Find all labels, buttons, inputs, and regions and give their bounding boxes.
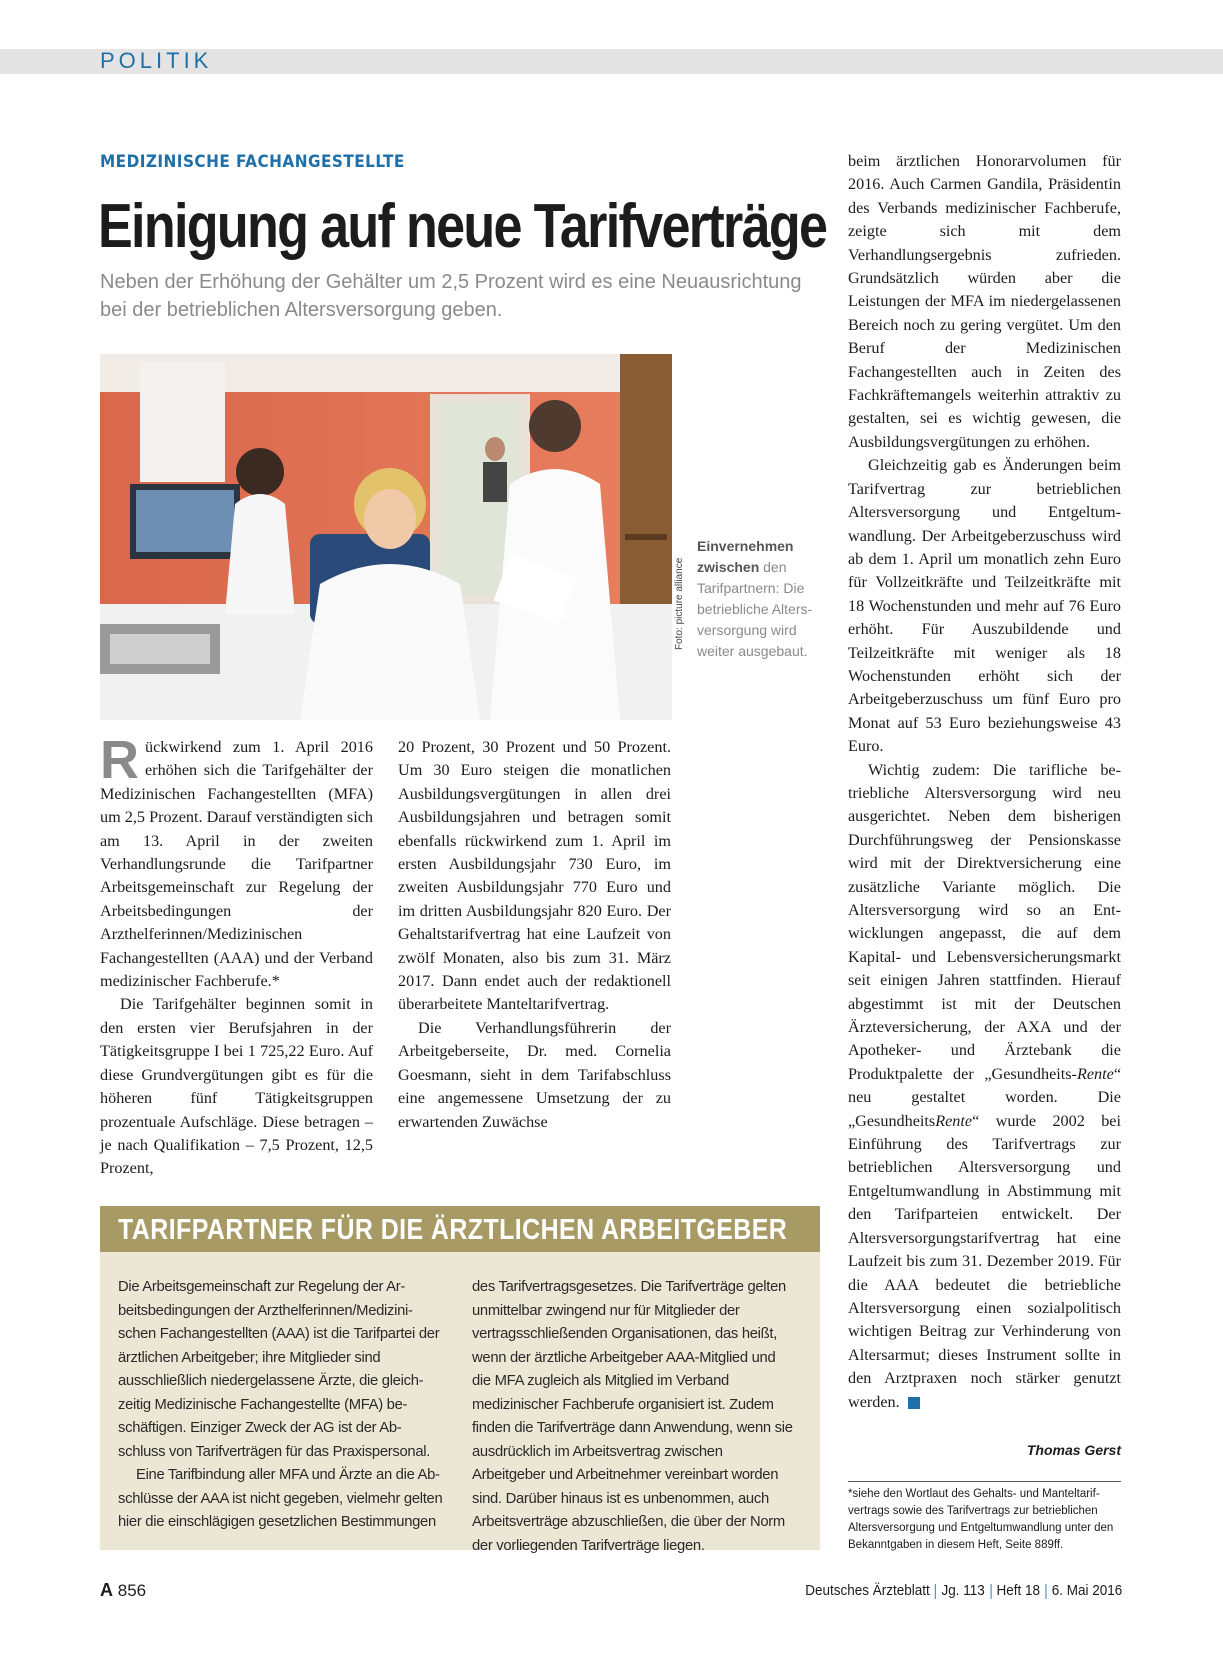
author: Thomas Gerst [1026,1442,1121,1458]
page-number [100,1580,146,1601]
end-mark [908,1397,920,1409]
paragraph: Gleichzeitig gab es Änderungen beim Tarifvertrag zur betrieblichen Altersversorgung und Entgeltumwandlung. Der Arbeitgeberzuschuss wird ab dem 1. April um monatlich zehn Euro für Vollzeitkräfte und Teilzeitkräfte mit 18 Wochenstunden und mehr auf 76 Euro erhöht. Für Auszubildende und Teilzeitkräfte mit weniger als 18 Wochenstunden erhöht sich der Arbeitgeberzuschuss um fünf Euro pro Monat auf 53 Euro beziehungsweise 43 Euro. [848,456,1121,756]
infobox-header [100,1206,820,1252]
paragraph: des Tarifvertragsgesetzes. Die Tarifverträge gelten unmittelbar zwingend nur für Mitglieder der vertragsschließenden Organisationen, das heißt, wenn der ärztliche Arbeitgeber AAA-Mitglied und die MFA zugleich als Mitglied im Verband medizinischer Fachberufe organisiert ist. Zudem finden die Tarifverträge dann Anwendung, wenn sie ausdrücklich im Arbeitsvertrag zwischen Arbeitgeber und Arbeitnehmer vereinbart worden sind. Darüber hinaus ist es unbenommen, auch Arbeitsverträge abzuschließen, die über der Norm der vorliegenden Tarifverträge liegen. [472,1279,793,1554]
infobox-body [100,1252,820,1554]
separator [935,1584,936,1599]
subheadline: Neben der Erhöhung der Gehälter um 2,5 Prozent wird es eine Neuausrichtung bei der betrieblichen Altersversorgung geben. [100,271,802,321]
volume: Jg. 113 [941,1582,985,1599]
italic-term: Rente [935,1111,973,1130]
article-column-3 [848,150,1121,1414]
infobox-column-1 [118,1276,443,1535]
caption-lead: Einvernehmen zwischen [697,538,794,575]
paragraph: ückwirkend zum 1. April 2016 erhöhen sich die Tarifgehälter der Medizinischen Fachangestellten (MFA) um 2,5 Prozent. Darauf verständigten sich am 13. April in der zweiten Verhandlungsrunde die Tarifpartner Arbeitsgemeinschaft zur Regelung der Arbeitsbedingungen der Arzthelferinnen/Medizinischen Fachangestellten (AAA) und der Verband medizinischer Fachberufe.* [100,738,373,991]
article-photo [100,354,672,720]
article-column-2 [398,736,671,1134]
text-run: “ neu gestaltet worden. Die „Gesundheits [848,1064,1121,1130]
publication-info [805,1582,1122,1599]
drop-cap: R [100,730,139,790]
text-run: Wichtig zudem: Die tarifliche betriebliche Altersversorgung wird neu ausgerichtet. Neben dem bisherigen Durchführungsweg der Pensionskasse wird mit der Direktversicherung eine zusätzliche Variante möglich. Die Altersversorgung wird so an Entwicklungen angepasst, die auf dem Kapital- und Lebensversicherungsmarkt seit einigen Jahren stattfinden. Hierauf abgestimmt ist mit der Deutschen Ärzteversicherung, der AXA und der Apotheker- und Ärztebank die Produktpalette der „Gesundheits- [848,760,1121,1083]
infobox-column-2 [472,1276,797,1558]
page-number-value: 856 [117,1581,147,1600]
italic-term: Rente [1076,1064,1114,1083]
footnote: *siehe den Wortlaut des Gehalts- und Manteltarifvertrags sowie des Tarifvertrags zur betrieblichen Altersversorgung und Entgeltumwandlung unter den Bekanntgaben in diesem Heft, Seite 889ff. [848,1488,1114,1551]
issue-date: 6. Mai 2016 [1051,1582,1122,1599]
paragraph: beim ärztlichen Honorarvolumen für 2016. Auch Carmen Gandila, Präsidentin des Verbands medizinischer Fachberufe, zeigte sich mit dem Verhandlungsergebnis zufrieden. Grundsätzlich würden aber die Leistungen der MFA im niedergelassenen Bereich noch zu gering vergütet. Um den Beruf der Medizinischen Fachangestellten auch in Zeiten des Fachkräftemangels weiterhin attraktiv zu gestalten, sei es wichtig gewesen, die Ausbildungsvergütungen zu erhöhen. [848,152,1121,451]
paragraph: Die Tarifgehälter beginnen somit in den ersten vier Berufsjahren in der Tätigkeitsgruppe I bei 1 725,22 Euro. Auf diese Grundvergütungen gibt es für die höheren fünf Tätigkeitsgruppen prozentuale Aufschläge. Diese betragen – je nach Qualifikation – 7,5 Prozent, 12,5 Prozent, [100,995,373,1178]
paragraph: 20 Prozent, 30 Prozent und 50 Prozent. Um 30 Euro steigen die monatlichen Ausbildungsvergütungen in allen drei Ausbildungsjahren und betragen somit ebenfalls rückwirkend zum 1. April im ersten Ausbildungsjahr 730 Euro, im zweiten Ausbildungsjahr 770 Euro und im dritten Ausbildungsjahr 820 Euro. Der Gehaltstarifvertrag hat eine Laufzeit von zwölf Monaten, also bis zum 31. März 2017. Dann endet auch der redaktionell überarbeitete Manteltarifvertrag. [398,738,671,1014]
paragraph [848,759,1121,1414]
paragraph: Die Arbeitsgemeinschaft zur Regelung der Arbeitsbedingungen der Arzthelferinnen/Medizinischen Fachangestellten (AAA) ist die Tarifpartei der ärztlichen Arbeitgeber; ihre Mitglieder sind ausschließlich niedergelassene Ärzte, die gleichzeitig Medizinische Fachangestellte (MFA) beschäftigen. Einziger Zweck der AG ist der Abschluss von Tarifverträgen für das Praxispersonal. [118,1279,440,1460]
page-letter: A [100,1580,113,1600]
headline: Einigung auf neue Tarifverträge [98,192,827,261]
section-label: POLITIK [100,48,213,73]
caption-text: den Tarifpartnern: Die betriebliche Altersversorgung wird weiter ausgebaut. [697,559,813,659]
footnote-divider [848,1481,1121,1482]
paragraph: Eine Tarifbindung aller MFA und Ärzte an die Abschlüsse der AAA ist nicht gegeben, vielmehr gelten hier die einschlägigen gesetzlichen Bestimmungen [118,1467,443,1530]
photo-credit: Foto: picture alliance [674,557,685,650]
article-column-1 [100,730,373,1181]
paragraph: Die Verhandlungsführerin der Arbeitgeberseite, Dr. med. Cornelia Goesmann, sieht in dem Tarifabschluss eine angemessene Umsetzung der zu erwartenden Zuwächse [398,1018,671,1131]
photo-caption [697,536,815,662]
infobox-title: TARIFPARTNER FÜR DIE ÄRZTLICHEN ARBEITGEBER [118,1214,788,1246]
journal-name: Deutsches Ärzteblatt [804,1582,930,1599]
separator [990,1584,991,1599]
text-run: “ wurde 2002 bei Einführung des Tarifvertrags zur betrieblichen Altersversorgung und Entgeltumwandlung in Abstimmung mit den Tarifparteien entwickelt. Der Altersversorgungstarifvertrag hat eine Laufzeit bis zum 31. Dezember 2019. Für die AAA bedeutet die betriebliche Altersversorgung einen sozialpolitisch wichtigen Beitrag zur Verhinderung von Altersarmut; dieses Instrument sollte in den Arztpraxen noch stärker genutzt werden. [848,1111,1121,1411]
issue: Heft 18 [996,1582,1040,1599]
kicker: MEDIZINISCHE FACHANGESTELLTE [100,152,405,172]
separator [1045,1584,1046,1599]
photo-illustration [100,354,672,720]
